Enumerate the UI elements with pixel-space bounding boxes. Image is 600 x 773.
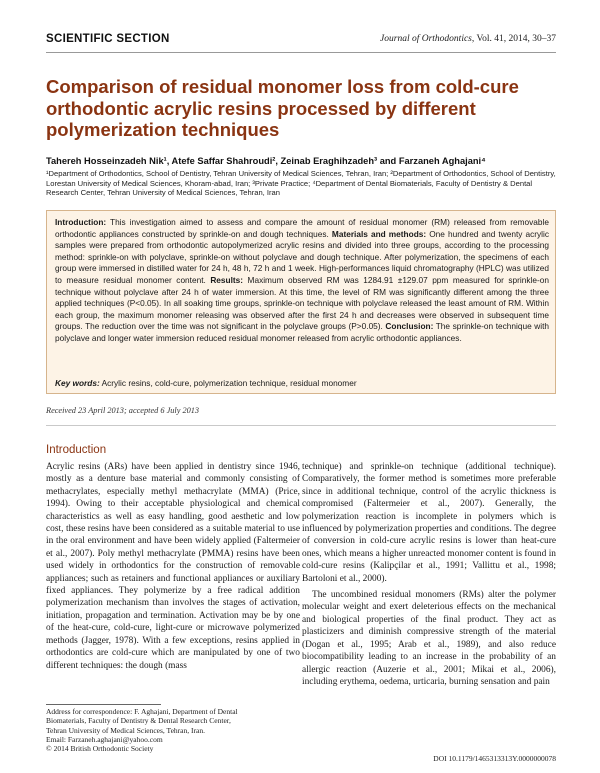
keywords xyxy=(55,378,357,388)
keywords-list: Acrylic resins, cold-cure, polymerization technique, residual monomer xyxy=(99,378,357,388)
abstract-conclusion: The sprinkle-on technique with polyclave and longer water immersion reduced residual monomer released from acrylic orthodontic appliances. xyxy=(55,321,549,343)
abstract-text xyxy=(55,217,549,345)
abstract-intro: This investigation aimed to assess and compare the amount of residual monomer (RM) released from removable orthodontic appliances constructed by sprinkle-on and dough techniques. xyxy=(55,217,549,239)
copyright: © 2014 British Orthodontic Society xyxy=(46,744,154,754)
footnote-divider xyxy=(46,704,161,705)
abstract-intro-label: Introduction: xyxy=(55,217,107,227)
running-header xyxy=(46,33,556,47)
author-list: Tahereh Hosseinzadeh Nik¹, Atefe Saffar Shahroudi², Zeinab Eraghihzadeh³ and Farzaneh Aghajani⁴ xyxy=(46,156,486,166)
doi: DOI 10.1179/1465313313Y.0000000078 xyxy=(433,754,556,763)
abstract-methods-label: Materials and methods: xyxy=(331,228,427,239)
affiliations: ¹Department of Orthodontics, School of Dentistry, Tehran University of Medical Sciences, Tehran, Iran; ²Department of Orthodontics, School of Dentistry, Lorestan University of Medical Sciences, Khoram-abad, Iran; ³Private Practice; ⁴Department of Dental Biomaterials, Faculty of Dentistry & Dental Research Center, Tehran University of Medical Sciences, Tehran, Iran xyxy=(46,169,556,198)
abstract-results: Maximum observed RM was 1284.91 ±129.07 ppm measured for sprinkle-on technique without polyclave after 24 h of water immersion. At this time, the level of RM was significantly different among the three applied techniques (P<0.05). In all soaking time groups, sprinkle-on technique with polyclave released the least amount of RM. Within each group, the maximum monomer releasing was observed after the first 24 h and decreases were observed in subsequent time groups. The reduction over the time was not significant in the polyclave groups (P>0.05). xyxy=(55,274,549,332)
left-column xyxy=(46,461,300,672)
journal-name: Journal of Orthodontics xyxy=(380,34,472,44)
intro-paragraph-3: The uncombined residual monomers (RMs) alter the polymer molecular weight and exert deleterious effects on the mechanical and biological properties of the final product. They act as plasticizers and diminish compressive strength of the material (Dogan et al., 1995; Arab et al., 1989), and also reduce biocompatibility leading to an increase in the probability of an allergic reaction (Auzerie et al., 2001; Mikai et al., 2006), including erythema, oedema, urticaria, burning sensation and pain xyxy=(302,590,556,687)
footnote-line: Tehran University of Medical Sciences, Tehran, Iran. xyxy=(46,725,205,735)
section-divider xyxy=(46,425,556,426)
abstract-methods: One hundred and twenty acrylic samples were prepared from orthodontic autopolymerized acrylic resins and divided into three groups, according to the processing method: sprinkle-on with polyclave, sprinkle-on without polyclave and dough technique. After polymerization, the specimens of each group were immersed in distilled water for 24 h, 48 h, 72 h and 1 week. High-performances liquid chromatography (HPLC) was utilized to measure residual monomer content. xyxy=(55,228,549,285)
abstract-conclusion-label: Conclusion: xyxy=(385,321,434,332)
right-column xyxy=(302,461,556,688)
keywords-label: Key words: xyxy=(55,378,100,388)
abstract-box xyxy=(46,210,556,394)
correspondence-footnote xyxy=(46,707,300,753)
intro-paragraph-2: technique) and sprinkle-on technique (additional technique). Comparatively, the former method is sometimes more preferable since in additional technique, control of the acrylic thickness is compromised (Faltermeier et al., 2007). Generally, the polymerization reaction is incomplete in polymers which is influenced by polymerization properties and conditions. The degree of conversion in cold-cure acrylic resins is lower than heat-cure ones, which means a higher unreacted monomer content is found in cold-cure resins (Kalipçilar et al., 1991; Vallittu et al., 1998; Bartoloni et al., 2000). xyxy=(302,462,556,584)
intro-paragraph-1: Acrylic resins (ARs) have been applied in dentistry since 1946, mostly as a denture base material and commonly consisting of methacrylates, especially methyl methacrylate (MMA) (Price, 1994). Owing to their acceptable physiological and chemical characteristics as well as easy handling, good aesthetic and low cost, these resins have been considered as a suitable material to use in the oral environment and have been widely applied (Faltermeier et al., 2007). Poly methyl methacrylate (PMMA) resins have been used widely in orthodontics for the construction of removable appliances; such as retainers and functional appliances or auxiliary fixed appliances. They polymerize by a free radical addition polymerization mechanism than involves the stages of activation, initiation, propagation and termination. Activation may be by one of the heat-cure, cold-cure, light-cure or microwave polymerized methods (Jagger, 1978). With a few exceptions, resins applied in orthodontics are cold-cure which are manipulated by one of two different techniques: the dough (mass xyxy=(46,462,300,671)
footnote-line: Biomaterials, Faculty of Dentistry & Dental Research Center, xyxy=(46,716,231,726)
article-title: Comparison of residual monomer loss from cold-cure orthodontic acrylic resins processed by different polymerization techniques xyxy=(46,76,519,140)
received-dates: Received 23 April 2013; accepted 6 July 2013 xyxy=(46,406,200,415)
footnote-line: Address for correspondence: F. Aghajani, Department of Dental xyxy=(46,707,238,716)
journal-citation xyxy=(380,34,556,44)
introduction-heading: Introduction xyxy=(46,444,107,456)
header-divider xyxy=(46,52,556,53)
volume-pages: , Vol. 41, 2014, 30–37 xyxy=(471,34,556,44)
section-label: SCIENTIFIC SECTION xyxy=(46,33,170,45)
abstract-results-label: Results: xyxy=(210,274,244,285)
footnote-email: Email: Farzaneh.aghajani@yahoo.com xyxy=(46,734,163,744)
